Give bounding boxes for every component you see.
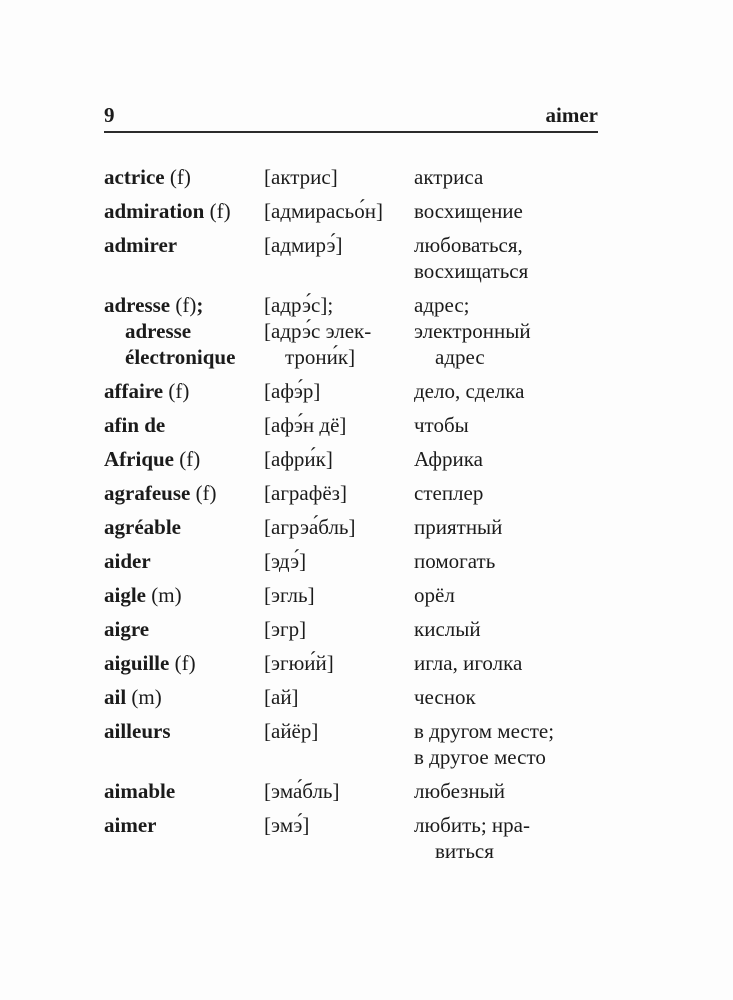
translation-line: адрес (435, 345, 485, 369)
translation-line: помогать (414, 549, 496, 573)
french-headword-line (104, 616, 264, 642)
header-guide-word: aimer (545, 103, 598, 127)
french-headword (104, 514, 264, 540)
translation (414, 412, 598, 438)
transcription (264, 684, 414, 710)
page-header (104, 102, 598, 128)
transcription-line: [актрис] (264, 165, 338, 189)
translation-line: восхищаться (414, 259, 529, 283)
dictionary-entry (104, 684, 598, 710)
transcription (264, 778, 414, 804)
translation-line: орёл (414, 583, 455, 607)
transcription-line: [афэ́р] (264, 379, 321, 403)
translation-line: степлер (414, 481, 484, 505)
french-headword (104, 718, 264, 770)
gender-marker: (m) (126, 685, 162, 709)
french-headword (104, 684, 264, 710)
translation (414, 718, 598, 770)
headword-text: agréable (104, 515, 181, 539)
translation-line: виться (435, 839, 494, 863)
translation (414, 616, 598, 642)
gender-marker: (f) (163, 379, 190, 403)
french-headword-line (104, 514, 264, 540)
translation (414, 446, 598, 472)
transcription-line: [адрэ́с]; (264, 293, 334, 317)
transcription-line: [аграфёз] (264, 481, 347, 505)
translation-line: восхищение (414, 199, 523, 223)
translation-line: чтобы (414, 413, 469, 437)
dictionary-entry (104, 582, 598, 608)
french-headword-line (104, 198, 264, 224)
headword-text: actrice (104, 165, 165, 189)
translation (414, 232, 598, 284)
dictionary-entry (104, 548, 598, 574)
headword-text: aiguille (104, 651, 170, 675)
translation (414, 198, 598, 224)
entries-list (104, 164, 598, 864)
translation (414, 778, 598, 804)
french-headword-line (104, 812, 264, 838)
header-rule (104, 131, 598, 133)
translation (414, 292, 598, 370)
translation-line: игла, иголка (414, 651, 523, 675)
translation-line: любить; нра- (414, 813, 530, 837)
transcription-line: [адмирэ́] (264, 233, 343, 257)
translation-line: электронный (414, 319, 531, 343)
transcription (264, 164, 414, 190)
headword-text: aimer (104, 813, 157, 837)
dictionary-entry (104, 412, 598, 438)
dictionary-entry (104, 778, 598, 804)
french-headword-line (104, 164, 264, 190)
translation (414, 378, 598, 404)
translation (414, 548, 598, 574)
headword-text: adresse (104, 293, 171, 317)
french-headword-line (104, 446, 264, 472)
transcription (264, 718, 414, 770)
french-headword-line (104, 684, 264, 710)
transcription (264, 292, 414, 370)
french-headword (104, 198, 264, 224)
french-headword (104, 812, 264, 864)
french-headword-line (104, 718, 264, 744)
dictionary-entry (104, 378, 598, 404)
french-headword-line (104, 548, 264, 574)
headword-text: agrafeuse (104, 481, 191, 505)
transcription-line: [ай] (264, 685, 299, 709)
headword-text: aider (104, 549, 151, 573)
french-headword-line (104, 778, 264, 804)
transcription-line: [адрэ́с элек- (264, 319, 372, 343)
gender-marker: (f) (174, 447, 201, 471)
transcription-line: [эма́бль] (264, 779, 340, 803)
french-headword-line (104, 232, 264, 258)
translation-line: приятный (414, 515, 503, 539)
headword-text: admirer (104, 233, 178, 257)
french-headword (104, 548, 264, 574)
headword-text: aigre (104, 617, 150, 641)
translation-line: чеснок (414, 685, 476, 709)
transcription-line: [эмэ́] (264, 813, 310, 837)
french-headword-line (104, 412, 264, 438)
translation-line: любоваться, (414, 233, 523, 257)
transcription (264, 232, 414, 284)
dictionary-entry (104, 514, 598, 540)
french-headword (104, 582, 264, 608)
gender-marker: (f) (204, 199, 231, 223)
french-headword-line (104, 378, 264, 404)
french-headword-line (104, 650, 264, 676)
translation-line: в другое место (414, 745, 546, 769)
headword-text: adresse (125, 319, 192, 343)
gender-marker: (f) (169, 651, 196, 675)
transcription-line: [эдэ́] (264, 549, 307, 573)
headword-text: affaire (104, 379, 164, 403)
transcription-line: [айёр] (264, 719, 319, 743)
transcription (264, 812, 414, 864)
french-headword (104, 446, 264, 472)
transcription-line: [агрэа́бль] (264, 515, 356, 539)
french-headword (104, 412, 264, 438)
transcription (264, 514, 414, 540)
french-headword (104, 292, 264, 370)
translation (414, 514, 598, 540)
french-headword (104, 378, 264, 404)
french-headword (104, 164, 264, 190)
french-headword (104, 650, 264, 676)
translation-line: Африка (414, 447, 483, 471)
dictionary-entry (104, 812, 598, 864)
headword-text: ailleurs (104, 719, 171, 743)
french-headword-line (104, 318, 264, 344)
translation (414, 812, 598, 864)
dictionary-entry (104, 198, 598, 224)
transcription (264, 616, 414, 642)
dictionary-entry (104, 446, 598, 472)
french-headword-line (104, 480, 264, 506)
gender-marker: (m) (146, 583, 182, 607)
gender-marker: (f) (170, 293, 197, 317)
transcription-line: [адмирасьо́н] (264, 199, 383, 223)
transcription-line: [эгр] (264, 617, 307, 641)
headword-text: électronique (125, 345, 236, 369)
transcription (264, 582, 414, 608)
transcription (264, 446, 414, 472)
transcription (264, 650, 414, 676)
french-headword-line (104, 344, 264, 370)
french-headword (104, 232, 264, 284)
transcription-line: [эгюи́й] (264, 651, 334, 675)
translation (414, 164, 598, 190)
translation-line: дело, сделка (414, 379, 525, 403)
translation (414, 582, 598, 608)
translation-line: адрес; (414, 293, 470, 317)
french-headword (104, 616, 264, 642)
headword-text: aigle (104, 583, 146, 607)
transcription-line: трони́к] (285, 345, 356, 369)
transcription (264, 548, 414, 574)
french-headword (104, 480, 264, 506)
french-headword (104, 778, 264, 804)
transcription (264, 378, 414, 404)
transcription-line: [эгль] (264, 583, 315, 607)
headword-text: aimable (104, 779, 176, 803)
page-content (104, 102, 598, 872)
dictionary-entry (104, 650, 598, 676)
dictionary-entry (104, 292, 598, 370)
dictionary-entry (104, 480, 598, 506)
transcription (264, 412, 414, 438)
french-headword-line (104, 582, 264, 608)
transcription-line: [афэ́н дё] (264, 413, 347, 437)
dictionary-entry (104, 616, 598, 642)
headword-text: afin de (104, 413, 166, 437)
gender-marker: (f) (164, 165, 191, 189)
french-headword-line (104, 292, 264, 318)
dictionary-entry (104, 718, 598, 770)
translation-line: любезный (414, 779, 506, 803)
headword-text: ; (196, 293, 204, 317)
translation (414, 684, 598, 710)
translation (414, 480, 598, 506)
dictionary-entry (104, 232, 598, 284)
headword-text: ail (104, 685, 127, 709)
translation-line: актриса (414, 165, 484, 189)
gender-marker: (f) (190, 481, 217, 505)
transcription (264, 198, 414, 224)
page-number: 9 (104, 103, 115, 127)
transcription-line: [афри́к] (264, 447, 333, 471)
translation-line: кислый (414, 617, 481, 641)
headword-text: admiration (104, 199, 205, 223)
transcription (264, 480, 414, 506)
translation (414, 650, 598, 676)
translation-line: в другом месте; (414, 719, 555, 743)
headword-text: Afrique (104, 447, 174, 471)
dictionary-entry (104, 164, 598, 190)
